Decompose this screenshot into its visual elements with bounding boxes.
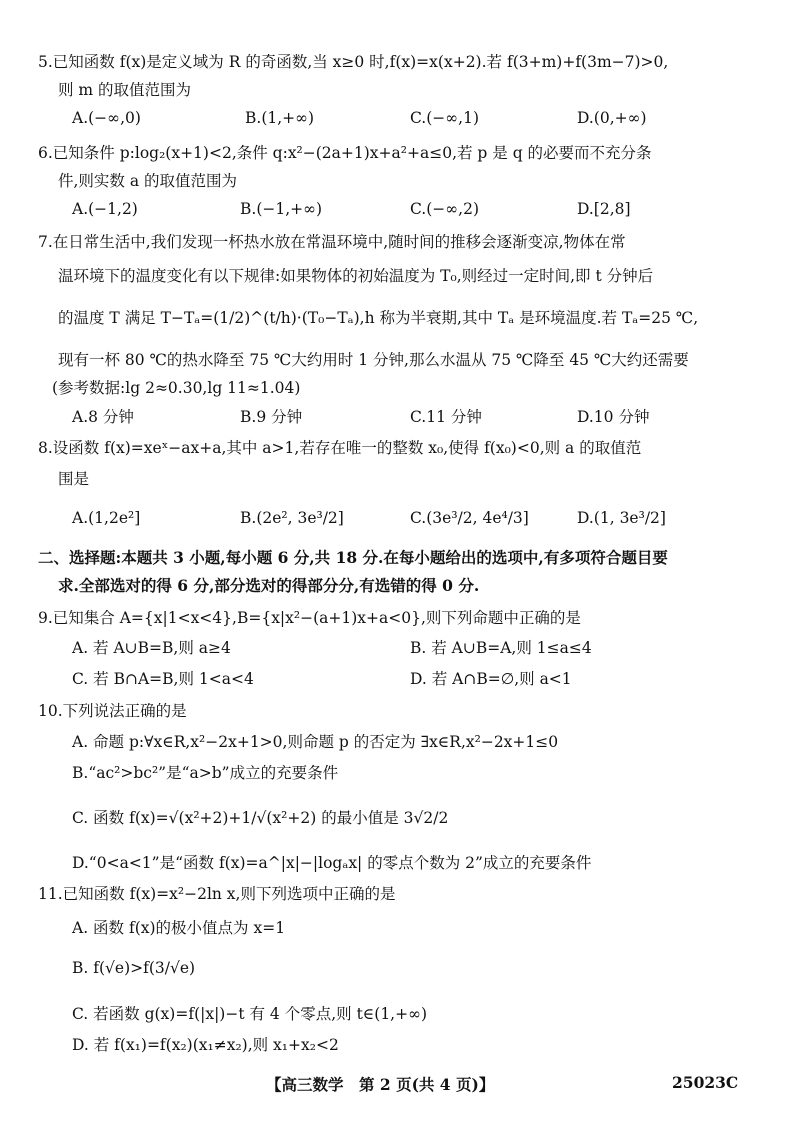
q8-line2: 围是: [58, 470, 90, 488]
q7-option-a: A.8 分钟: [72, 408, 134, 426]
q11-option-a: A. 函数 f(x)的极小值点为 x=1: [72, 919, 286, 937]
q6-option-a: A.(−1,2): [72, 200, 138, 218]
q11-option-d: D. 若 f(x₁)=f(x₂)(x₁≠x₂),则 x₁+x₂<2: [72, 1036, 339, 1054]
page-footer: 【高三数学 第 2 页(共 4 页)】: [266, 1075, 495, 1094]
q9-line1: 9.已知集合 A={x|1<x<4},B={x|x²−(a+1)x+a<0},则下列命题中正确的是: [38, 609, 581, 627]
q8-option-b: B.(2e², 3e³/2]: [240, 509, 344, 527]
q7-line2: 温环境下的温度变化有以下规律:如果物体的初始温度为 T₀,则经过一定时间,即 t 分钟后: [58, 267, 654, 285]
q10-line1: 10.下列说法正确的是: [38, 702, 187, 720]
q7-option-d: D.10 分钟: [577, 408, 650, 426]
q8-option-a: A.(1,2e²]: [72, 509, 141, 527]
q6-option-d: D.[2,8]: [577, 200, 631, 218]
q5-line2: 则 m 的取值范围为: [58, 81, 192, 99]
q11-option-b: B. f(√e)>f(3/√e): [72, 959, 196, 977]
q5-option-b: B.(1,+∞): [245, 109, 315, 127]
q7-line5: (参考数据:lg 2≈0.30,lg 11≈1.04): [52, 379, 301, 397]
q10-option-a: A. 命题 p:∀x∈R,x²−2x+1>0,则命题 p 的否定为 ∃x∈R,x²−2x+1≤0: [72, 733, 559, 751]
q7-option-c: C.11 分钟: [410, 408, 482, 426]
q10-option-c: C. 函数 f(x)=√(x²+2)+1/√(x²+2) 的最小值是 3√2/2: [72, 809, 449, 827]
q11-line1: 11.已知函数 f(x)=x²−2ln x,则下列选项中正确的是: [38, 885, 396, 903]
section2-heading-line1: 二、选择题:本题共 3 小题,每小题 6 分,共 18 分.在每小题给出的选项中,有多项符合题目要: [38, 548, 668, 567]
q9-option-a: A. 若 A∪B=B,则 a≥4: [72, 639, 231, 657]
q7-line1: 7.在日常生活中,我们发现一杯热水放在常温环境中,随时间的推移会逐渐变凉,物体在常: [38, 233, 626, 251]
q6-line1: 6.已知条件 p:log₂(x+1)<2,条件 q:x²−(2a+1)x+a²+a≤0,若 p 是 q 的必要而不充分条: [38, 144, 652, 162]
q5-option-d: D.(0,+∞): [577, 109, 647, 127]
q8-option-c: C.(3e³/2, 4e⁴/3]: [410, 509, 529, 527]
q11-option-c: C. 若函数 g(x)=f(|x|)−t 有 4 个零点,则 t∈(1,+∞): [72, 1005, 428, 1023]
section2-heading-line2: 求.全部选对的得 6 分,部分选对的得部分分,有选错的得 0 分.: [58, 576, 480, 595]
q6-option-b: B.(−1,+∞): [240, 200, 323, 218]
q9-option-b: B. 若 A∪B=A,则 1≤a≤4: [410, 639, 592, 657]
q9-option-c: C. 若 B∩A=B,则 1<a<4: [72, 670, 254, 688]
q7-line3: 的温度 T 满足 T−Tₐ=(1/2)^(t/h)·(T₀−Tₐ),h 称为半衰期,其中 Tₐ 是环境温度.若 Tₐ=25 ℃,: [58, 309, 699, 327]
q5-option-a: A.(−∞,0): [72, 109, 141, 127]
q6-line2: 件,则实数 a 的取值范围为: [58, 172, 238, 190]
q10-option-b: B.“ac²>bc²”是“a>b”成立的充要条件: [72, 764, 339, 782]
exam-code: 25023C: [672, 1073, 739, 1092]
q7-line4: 现有一杯 80 ℃的热水降至 75 ℃大约用时 1 分钟,那么水温从 75 ℃降至 45 ℃大约还需要: [58, 351, 689, 369]
q5-line1: 5.已知函数 f(x)是定义域为 R 的奇函数,当 x≥0 时,f(x)=x(x+2).若 f(3+m)+f(3m−7)>0,: [38, 53, 669, 71]
q8-option-d: D.(1, 3e³/2]: [577, 509, 666, 527]
q7-option-b: B.9 分钟: [240, 408, 303, 426]
q5-option-c: C.(−∞,1): [410, 109, 480, 127]
q9-option-d: D. 若 A∩B=∅,则 a<1: [410, 670, 572, 688]
q8-line1: 8.设函数 f(x)=xeˣ−ax+a,其中 a>1,若存在唯一的整数 x₀,使得 f(x₀)<0,则 a 的取值范: [38, 439, 642, 457]
q6-option-c: C.(−∞,2): [410, 200, 480, 218]
q10-option-d: D.“0<a<1”是“函数 f(x)=a^|x|−|logₐx| 的零点个数为 2”成立的充要条件: [72, 854, 592, 872]
